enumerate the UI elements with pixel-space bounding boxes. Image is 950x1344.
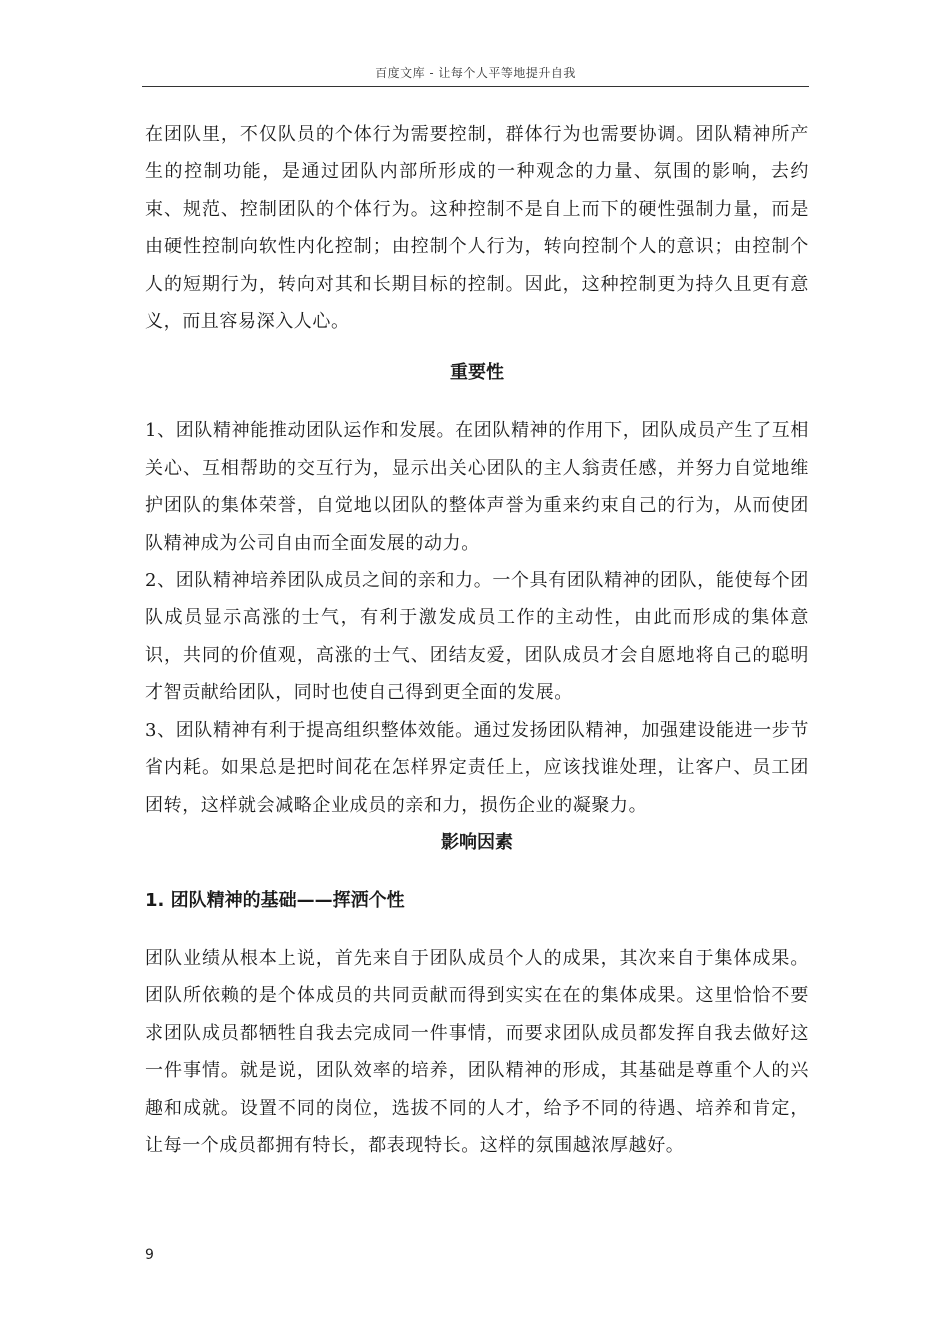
page-number: 9 <box>145 1247 154 1263</box>
importance-item-2: 2、团队精神培养团队成员之间的亲和力。一个具有团队精神的团队，能使每个团队成员显示高涨的士气，有利于激发成员工作的主动性，由此而形成的集体意识，共同的价值观，高涨的士气、团结友爱，团队成员才会自愿地将自己的聪明才智贡献给团队，同时也使自己得到更全面的发展。 <box>145 570 809 704</box>
page-header <box>142 64 809 87</box>
subheading-foundation: 1. 团队精神的基础——挥洒个性 <box>145 889 405 911</box>
factor-paragraph: 团队业绩从根本上说，首先来自于团队成员个人的成果，其次来自于集体成果。团队所依赖的是个体成员的共同贡献而得到实实在在的集体成果。这里恰恰不要求团队成员都牺牲自我去完成同一件事情，而要求团队成员都发挥自我去做好这一件事情。就是说，团队效率的培养，团队精神的形成，其基础是尊重个人的兴趣和成就。设置不同的岗位，选拔不同的人才，给予不同的待遇、培养和肯定，让每一个成员都拥有特长，都表现特长。这样的氛围越浓厚越好。 <box>145 947 809 1156</box>
heading-importance: 重要性 <box>450 362 504 384</box>
importance-item-3: 3、团队精神有利于提高组织整体效能。通过发扬团队精神，加强建设能进一步节省内耗。如果总是把时间花在怎样界定责任上，应该找谁处理，让客户、员工团团转，这样就会减略企业成员的亲和力，损伤企业的凝聚力。 <box>145 719 809 816</box>
importance-item-1: 1、团队精神能推动团队运作和发展。在团队精神的作用下，团队成员产生了互相关心、互相帮助的交互行为，显示出关心团队的主人翁责任感，并努力自觉地维护团队的集体荣誉，自觉地以团队的整体声誉为重来约束自己的行为，从而使团队精神成为公司自由而全面发展的动力。 <box>145 420 809 554</box>
intro-paragraph: 在团队里，不仅队员的个体行为需要控制，群体行为也需要协调。团队精神所产生的控制功能，是通过团队内部所形成的一种观念的力量、氛围的影响，去约束、规范、控制团队的个体行为。这种控制不是自上而下的硬性强制力量，而是由硬性控制向软性内化控制；由控制个人行为，转向控制个人的意识；由控制个人的短期行为，转向对其和长期目标的控制。因此，这种控制更为持久且更有意义，而且容易深入人心。 <box>145 124 809 333</box>
header-text: 百度文库 - 让每个人平等地提升自我 <box>375 66 576 80</box>
document-body <box>145 116 809 1164</box>
heading-factors: 影响因素 <box>441 831 513 853</box>
